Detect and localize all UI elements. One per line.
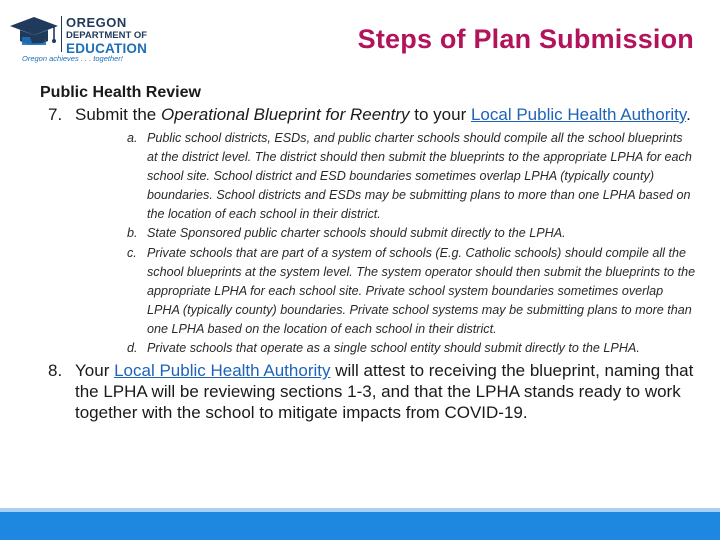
logo-wordmark xyxy=(66,16,147,55)
subitem-text: Private schools that operate as a single school entity should submit directly to the LPHA. xyxy=(147,341,640,356)
step-8-text-after: will attest to receiving the blueprint, naming that the LPHA will be reviewing sections 1-3, and that the LPHA stands ready to work together with the school to mitigate impacts from COVID-19. xyxy=(75,361,694,423)
subitem-letter: b. xyxy=(127,226,138,241)
subitem-text: State Sponsored public charter schools should submit directly to the LPHA. xyxy=(147,226,566,241)
step-7-text-after: . xyxy=(686,105,691,124)
logo-divider xyxy=(61,16,62,52)
footer-bar xyxy=(0,512,720,540)
logo-line-3: EDUCATION xyxy=(66,40,148,56)
list-item xyxy=(127,224,696,243)
logo-line-1: OREGON xyxy=(66,15,127,30)
step-8-text-before: Your xyxy=(75,361,115,381)
subitem-text: Private schools that are part of a system of schools (E.g. Catholic schools) should compile all the school blueprints at the system level. The system operator should then submit the blueprints to the appropriate LPHA for each school site. Private school system boundaries sometimes overlap LPHA (typically county) boundaries. Private school systems may be submitting plans to more than one LPHA based on the location of each school in their district. xyxy=(147,245,696,336)
lpha-link-2[interactable]: Local Public Health Authority xyxy=(114,361,331,381)
subitem-text: Public school districts, ESDs, and public charter schools should compile all the school blueprints at the district level. The district should then submit the blueprints to the appropriate LPHA for each school site. School district and ESD boundaries sometimes overlap LPHA (typically county) boundaries. School districts and ESDs may be submitting plans to more than one LPHA based on the location of each school in their district. xyxy=(147,131,692,222)
logo-tagline: Oregon achieves . . . together! xyxy=(22,54,123,63)
step-7-text-before: Submit the xyxy=(75,105,161,124)
step-7 xyxy=(40,104,696,358)
list-item xyxy=(127,129,696,224)
subitem-letter: d. xyxy=(127,341,138,356)
step-7-number: 7. xyxy=(48,105,63,124)
subitem-letter: c. xyxy=(127,245,137,260)
logo-line-2: DEPARTMENT OF xyxy=(66,30,148,41)
step-8 xyxy=(40,360,696,423)
lpha-link[interactable]: Local Public Health Authority xyxy=(470,105,687,124)
ode-logo xyxy=(8,14,148,66)
step-7-italic: Operational Blueprint for Reentry xyxy=(161,105,410,124)
section-heading: Public Health Review xyxy=(40,84,201,101)
subitem-letter: a. xyxy=(127,131,138,145)
step-8-number: 8. xyxy=(48,361,63,381)
graduation-cap-icon xyxy=(8,14,60,54)
page-title: Steps of Plan Submission xyxy=(357,24,694,54)
step-7-subitems xyxy=(75,129,696,358)
step-7-text-middle: to your xyxy=(409,105,471,124)
main-content xyxy=(40,84,696,423)
list-item xyxy=(127,244,696,339)
list-item xyxy=(127,339,696,358)
